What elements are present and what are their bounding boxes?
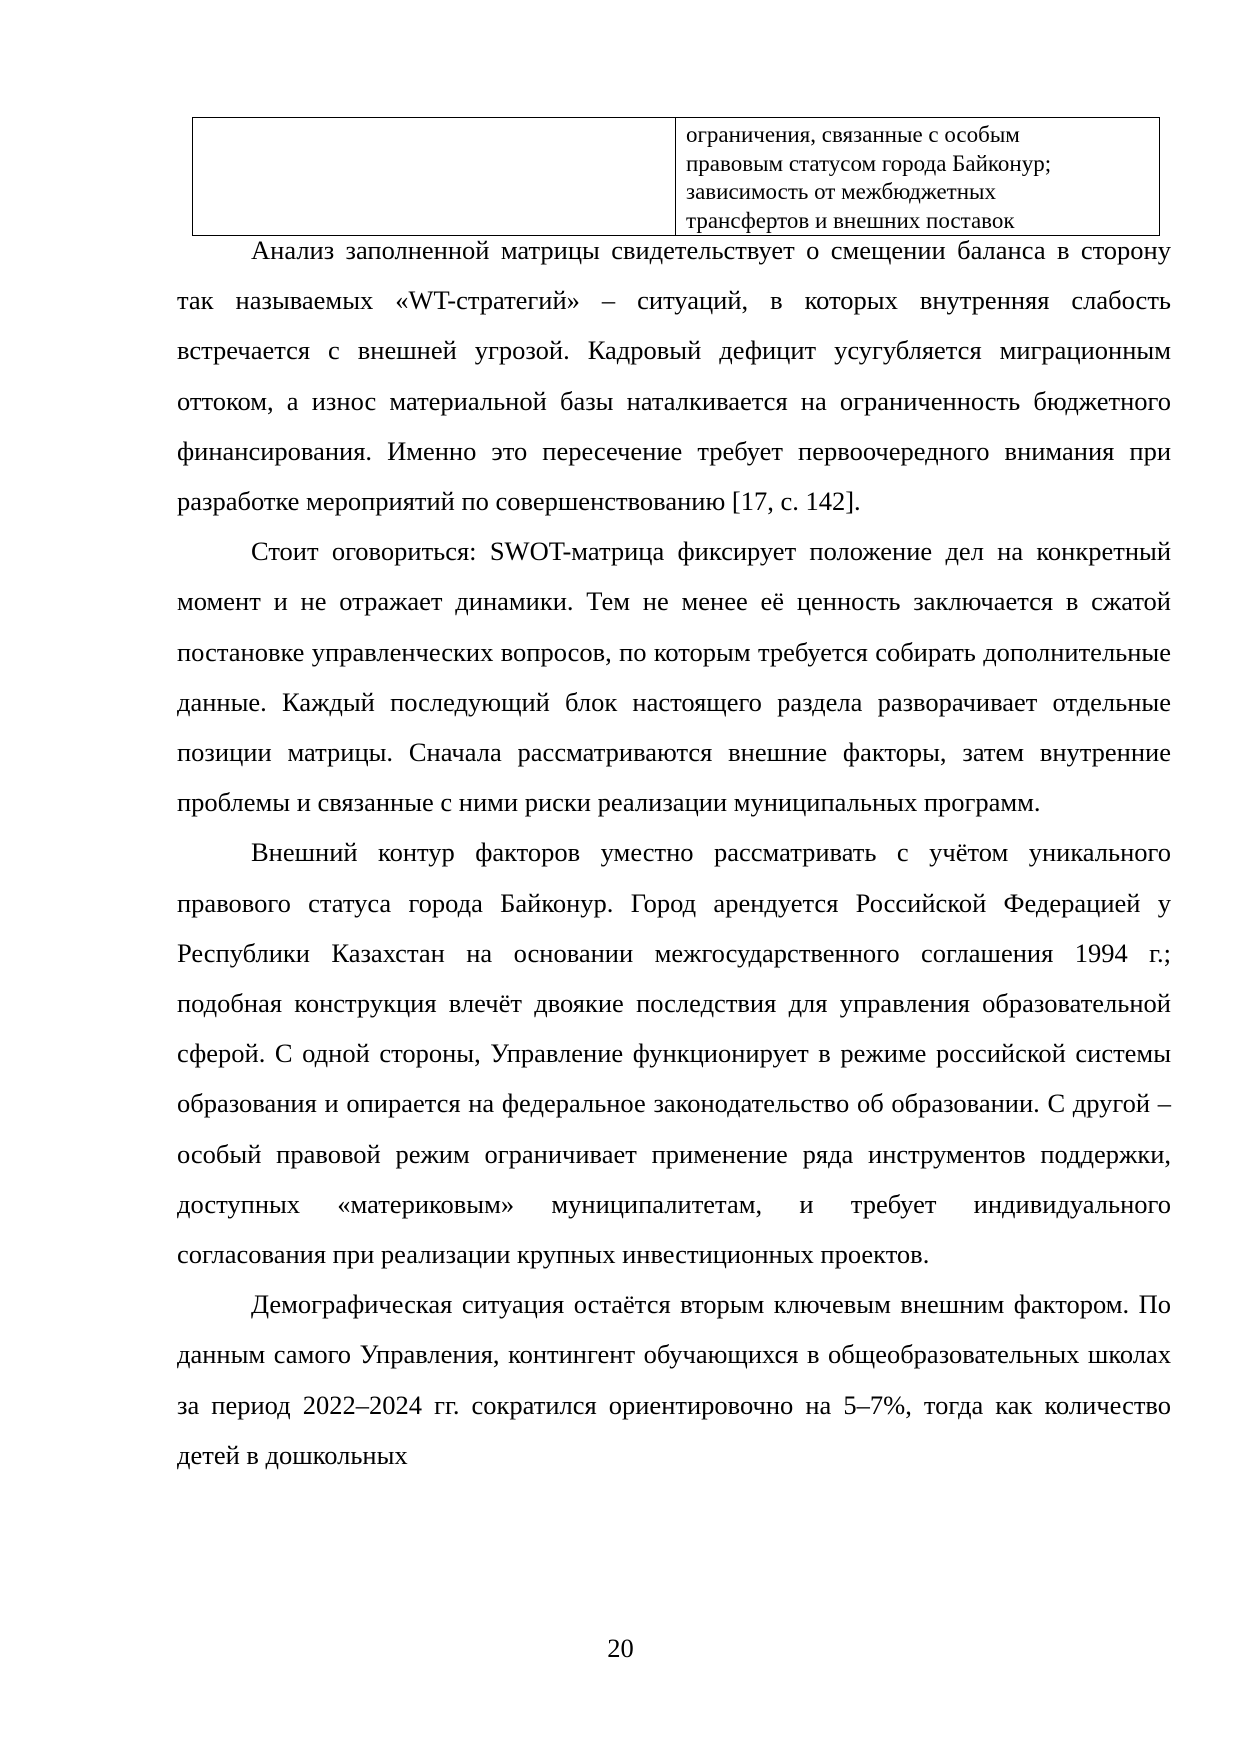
paragraph-demographics: Демографическая ситуация остаётся вторым ключевым внешним фактором. По данным самого Управления, контингент обучающихся в общеобразовательных школах за период 2022–2024 гг. сократился ориентировочно на 5–7%, тогда как количество детей в дошкольных: [177, 1289, 1171, 1470]
page-number: 20: [607, 1633, 634, 1663]
table-cell-left: [193, 118, 676, 236]
paragraph-swot-limitations: Стоит оговориться: SWOT-матрица фиксирует положение дел на конкретный момент и не отражает динамики. Тем не менее её ценность заключается в сжатой постановке управленческих вопросов, по которым требуется собирать дополнительные данные. Каждый последующий блок настоящего раздела разворачивает отдельные позиции матрицы. Сначала рассматриваются внешние факторы, затем внутренние проблемы и связанные с ними риски реализации муниципальных программ.: [177, 536, 1171, 818]
swot-matrix-table-fragment: [192, 117, 1160, 236]
table-cell-right-text: [676, 118, 1159, 235]
table-cell-right: [676, 118, 1160, 236]
paragraph-legal-status: Внешний контур факторов уместно рассматривать с учётом уникального правового статуса города Байконур. Город арендуется Российской Федерацией у Республики Казахстан на основании межгосударственного соглашения 1994 г.; подобная конструкция влечёт двоякие последствия для управления образовательной сферой. С одной стороны, Управление функционирует в режиме российской системы образования и опирается на федеральное законодательство об образовании. С другой – особый правовой режим ограничивает применение ряда инструментов поддержки, доступных «материковым» муниципалитетам, и требует индивидуального согласования при реализации крупных инвестиционных проектов.: [177, 837, 1171, 1270]
cell-line: правовым статусом города Байконур;: [686, 150, 1052, 176]
cell-line: ограничения, связанные с особым: [686, 122, 1020, 147]
cell-line: трансфертов и внешних поставок: [686, 207, 1015, 233]
document-body: [177, 225, 1171, 1480]
paragraph-wt-strategies: Анализ заполненной матрицы свидетельствует о смещении баланса в сторону так называемых «WT-стратегий» – ситуаций, в которых внутренняя слабость встречается с внешней угрозой. Кадровый дефицит усугубляется миграционным оттоком, а износ материальной базы наталкивается на ограниченность бюджетного финансирования. Именно это пересечение требует первоочередного внимания при разработке мероприятий по совершенствованию [17, с. 142].: [177, 235, 1171, 517]
table-cell-left-text: [193, 118, 675, 121]
table-row: [193, 118, 1160, 236]
cell-line: зависимость от межбюджетных: [686, 179, 996, 204]
